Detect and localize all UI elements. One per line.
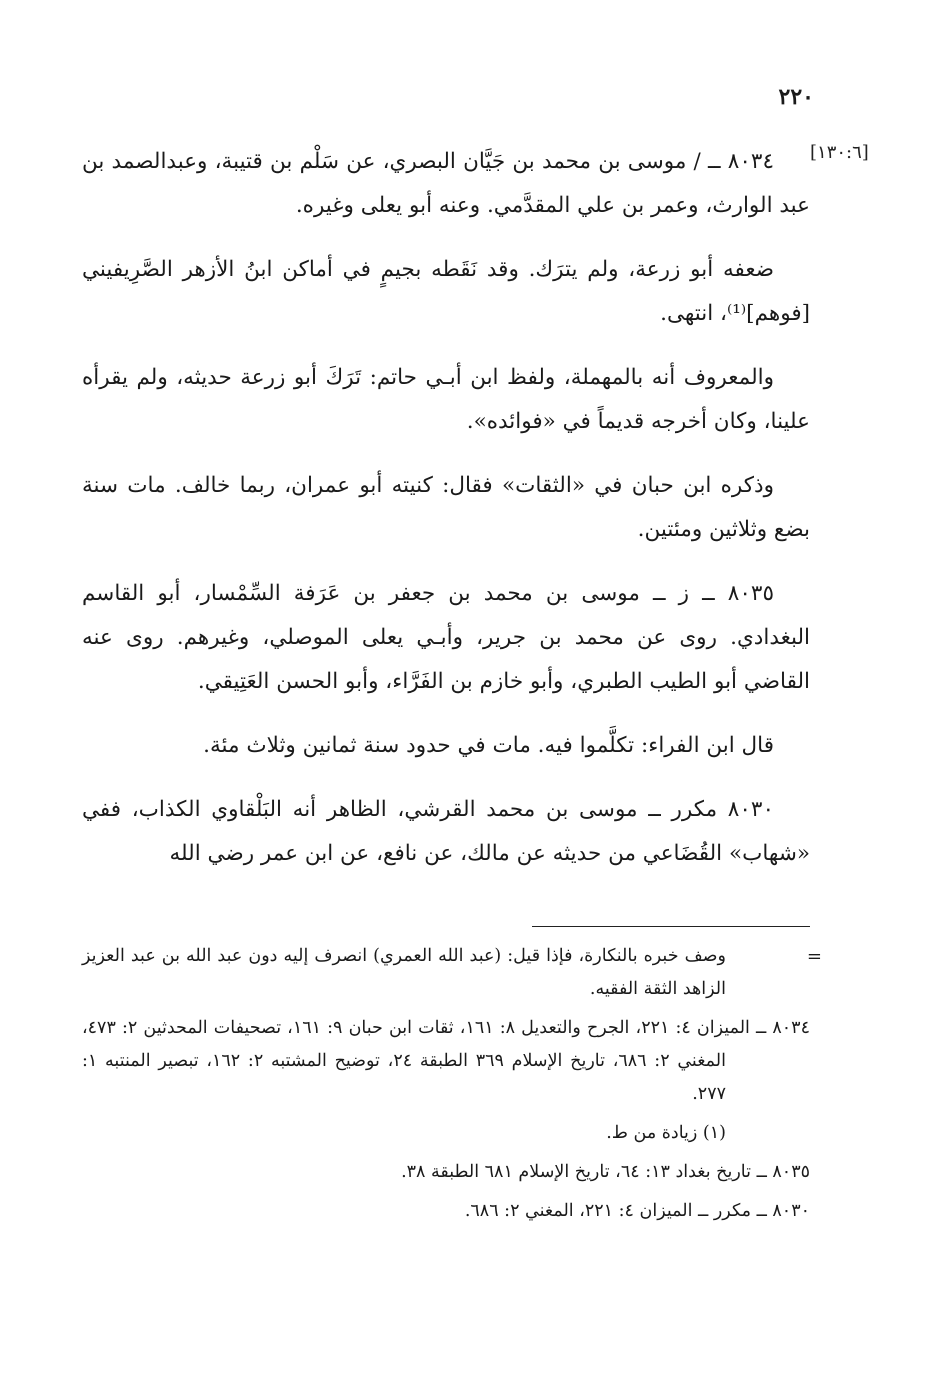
footnote-text: ٨٠٣٠ ــ مكرر ــ الميزان ٤: ٢٢١، المغني ٢: ٦٨٦. [464, 1201, 810, 1221]
footnote-text: ٨٠٣٥ ــ تاريخ بغداد ١٣: ٦٤، تاريخ الإسلام ٦٨١ الطبقة ٣٨. [401, 1162, 810, 1182]
paragraph-weakness: ضعفه أبو زرعة، ولم يترَك. وقد نَقَطه بجيمٍ في أماكن ابنُ الأزهر الصَّرِيفيني [فوهم]⁽¹⁾، انتهى. [82, 257, 810, 326]
page-number: ٢٢٠ [778, 84, 814, 110]
footnote-1 [82, 1117, 810, 1150]
paragraph-ibn-alfarra: قال ابن الفراء: تكلَّموا فيه. مات في حدود سنة ثمانين وثلاث مئة. [203, 733, 774, 758]
footnote-text: ٨٠٣٤ ــ الميزان ٤: ٢٢١، الجرح والتعديل ٨: ١٦١، ثقات ابن حبان ٩: ١٦١، تصحيفات المحدثين ٢: ٤٧٣، المغني ٢: ٦٨٦، تاريخ الإسلام ٣٦٩ الطبقة ٢٤، توضيح المشتبه ٢: ١٦٢، تبصير المنتبه ١: ٢٧٧. [82, 1018, 810, 1104]
paragraph-entry-8035: ٨٠٣٥ ــ ز ــ موسى بن محمد بن جعفر بن عَرَفة السِّمْسار، أبو القاسم البغدادي. روى عن محمد بن جرير، وأبـي يعلى الموصلي، وغيرهم. روى عنه القاضي أبو الطيب الطبري، وأبو خازم بن الفَرَّاء، وأبو الحسن العَتِيقي. [82, 581, 810, 694]
footnote-continuation [82, 940, 822, 1006]
footnote-text: (١) زيادة من ط. [606, 1123, 726, 1143]
paragraph-known: والمعروف أنه بالمهملة، ولفظ ابن أبـي حاتم: تَرَكَ أبو زرعة حديثه، ولم يقرأه علينا، وكان أخرجه قديماً في «فوائده». [82, 365, 810, 434]
paragraph-entry-8030-repeat: ٨٠٣٠ مكرر ــ موسى بن محمد القرشي، الظاهر أنه البَلْقاوي الكذاب، ففي «شهاب» القُضَاعي من حديثه عن مالك، عن نافع، عن ابن عمر رضي الله [82, 797, 810, 866]
margin-reference: [١٣٠:٦] [810, 142, 869, 163]
main-text [82, 140, 810, 896]
footnote-separator [532, 926, 810, 927]
continuation-mark: = [806, 946, 822, 967]
footnote-8035 [82, 1156, 810, 1189]
footnotes [82, 940, 822, 1234]
footnote-text: وصف خبره بالنكارة، فإذا قيل: (عبد الله العمري) انصرف إليه دون عبد الله بن عبد العزيز الزاهد الثقة الفقيه. [82, 946, 726, 999]
footnote-8034 [82, 1012, 810, 1111]
paragraph-ibn-hibban: وذكره ابن حبان في «الثقات» فقال: كنيته أبو عمران، ربما خالف. مات سنة بضع وثلاثين ومئتين. [82, 473, 810, 542]
paragraph-entry-8034: ٨٠٣٤ ــ / موسى بن محمد بن جَيَّان البصري، عن سَلْم بن قتيبة، وعبدالصمد بن عبد الوارث، وعمر بن علي المقدَّمي. وعنه أبو يعلى وغيره. [82, 149, 810, 218]
footnote-8030 [82, 1195, 810, 1228]
